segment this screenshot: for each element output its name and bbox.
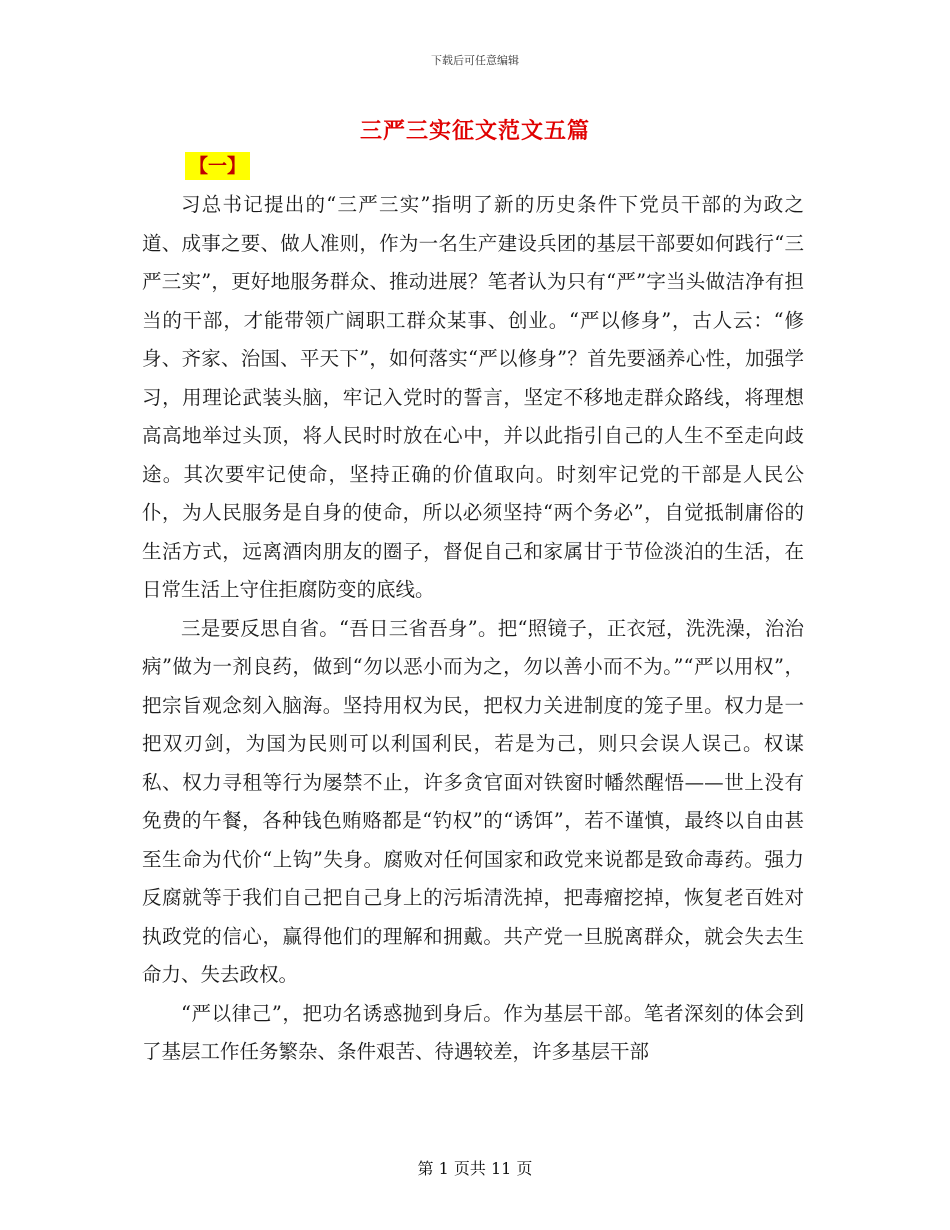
section-marker: 【一】 bbox=[185, 152, 250, 180]
page-footer: 第 1 页共 11 页 bbox=[417, 1159, 533, 1178]
paragraph-3: “严以律己”，把功名诱惑抛到身后。作为基层干部。笔者深刻的体会到了基层工作任务繁杂、条件艰苦、待遇较差，许多基层干部 bbox=[142, 1001, 804, 1063]
document-body bbox=[142, 186, 804, 1072]
page-header: 下载后可任意编辑 bbox=[431, 54, 519, 67]
document-title: 三严三实征文范文五篇 bbox=[359, 118, 590, 144]
paragraph-2: 三是要反思自省。“吾日三省吾身”。把“照镜子，正衣冠，洗洗澡，治治病”做为一剂良药，做到“勿以恶小而为之，勿以善小而不为。”“严以用权”，把宗旨观念刻入脑海。坚持用权为民，把权力关进制度的笼子里。权力是一把双刃剑，为国为民则可以利国利民，若是为己，则只会误人误己。权谋私、权力寻租等行为屡禁不止，许多贪官面对铁窗时幡然醒悟——世上没有免费的午餐，各种钱色贿赂都是“钓权”的“诱饵”，若不谨慎，最终以自由甚至生命为代价“上钩”失身。腐败对任何国家和政党来说都是致命毒药。强力反腐就等于我们自己把自己身上的污垢清洗掉，把毒瘤挖掉，恢复老百姓对执政党的信心，赢得他们的理解和拥戴。共产党一旦脱离群众，就会失去生命力、失去政权。 bbox=[142, 616, 804, 986]
paragraph-1: 习总书记提出的“三严三实”指明了新的历史条件下党员干部的为政之道、成事之要、做人准则，作为一名生产建设兵团的基层干部要如何践行“三严三实”，更好地服务群众、推动进展？笔者认为只有“严”字当头做洁净有担当的干部，才能带领广阔职工群众某事、创业。“严以修身”，古人云：“修身、齐家、治国、平天下”，如何落实“严以修身”？首先要涵养心性，加强学习，用理论武装头脑，牢记入党时的誓言，坚定不移地走群众路线，将理想高高地举过头顶，将人民时时放在心中，并以此指引自己的人生不至走向歧途。其次要牢记使命，坚持正确的价值取向。时刻牢记党的干部是人民公仆，为人民服务是自身的使命，所以必须坚持“两个务必”，自觉抵制庸俗的生活方式，远离酒肉朋友的圈子，督促自己和家属甘于节俭淡泊的生活，在日常生活上守住拒腐防变的底线。 bbox=[142, 193, 804, 601]
